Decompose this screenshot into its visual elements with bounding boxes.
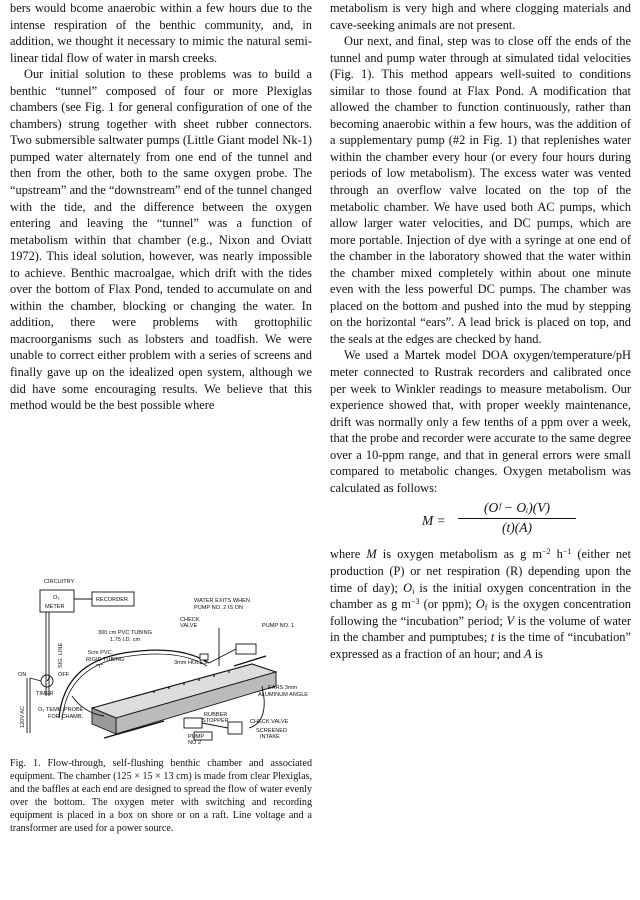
- label-pvc-rigid: 5cm PVC: [88, 650, 112, 656]
- figure-caption: [10, 757, 312, 836]
- var-a: A: [524, 646, 532, 661]
- equation-fraction: [458, 500, 576, 536]
- equation-lhs: M =: [422, 513, 446, 529]
- label-pvc-id: 1.75 I.D. cm: [110, 637, 141, 643]
- paragraph: bers would bcome anaerobic within a few hours due to the intense respiration of the benthic community, and, in addition, we thought it necessary to mimic the natural semi-linear tidal flow of water in marsh creeks.: [10, 1, 312, 65]
- equation-numerator: (Oᶠ − Oᵢ)(V): [458, 500, 576, 519]
- rubber-stopper: [184, 718, 202, 728]
- label-recorder: RECORDER: [96, 597, 129, 603]
- text: is the time of “incubation” expressed as a fraction of an hour; and: [330, 630, 631, 661]
- label-holes: 3mm HOLES: [174, 660, 207, 666]
- caption-text: Fig. 1. Flow-through, self-flushing benthic chamber and associated equipment. The chamber (125 × 15 × 13 cm) is made from clear Plexiglas, and the baffles at each end are designed to spread the flow of water evenly over the bottom. The oxygen meter with switching and recording equipment is placed in a box on shore or on a raft. Line voltage and a transformer are used for a power source.: [10, 758, 312, 835]
- label-pvc-tubing: 300 cm PVC TUBING: [98, 630, 152, 636]
- label-pump-no2-on: PUMP NO. 2 IS ON: [194, 605, 244, 611]
- label-stopper: STOPPER: [202, 718, 229, 724]
- label-rubber: RUBBER: [204, 712, 228, 718]
- label-off: OFF: [58, 672, 70, 678]
- text: (either net production (P) or net respiration (R) depending upon the time of day);: [330, 547, 631, 595]
- label-pvc-rigid-2: RIGID TUBING: [86, 657, 125, 663]
- label-water-exits: WATER EXITS WHEN: [194, 598, 250, 604]
- equation: [330, 496, 631, 546]
- text: is the oxygen concentration following the “incubation” period;: [330, 597, 631, 628]
- screened-intake: [228, 722, 242, 734]
- label-check: CHECK: [180, 617, 200, 623]
- label-check-valve: CHECK VALVE: [250, 719, 289, 725]
- var-m: M: [366, 547, 377, 562]
- label-on: ON: [18, 672, 27, 678]
- var-t: t: [490, 630, 495, 645]
- var-of: O: [475, 597, 485, 612]
- text: (or ppm);: [419, 597, 476, 612]
- exponent: −3: [411, 597, 420, 607]
- left-column: [10, 0, 312, 414]
- chamber-diagram: [4, 568, 314, 746]
- label-meter: METER: [45, 604, 65, 610]
- label-sig-line: SIG. LINE: [58, 642, 64, 668]
- label-pump: PUMP: [188, 734, 205, 740]
- var-oi: O: [403, 580, 413, 595]
- text: is: [531, 646, 543, 661]
- figure-diagram: [4, 568, 314, 746]
- label-pvc-t: "T": [96, 664, 104, 670]
- right-column: [330, 0, 631, 662]
- exponent: −1: [562, 547, 572, 557]
- exponent: −2: [542, 547, 551, 557]
- var-v: V: [506, 613, 515, 628]
- label-timer: TIMER: [36, 691, 54, 697]
- label-circuitry: CIRCUITRY: [44, 579, 75, 585]
- subscript: f: [484, 603, 488, 613]
- paragraph: [330, 546, 631, 662]
- label-o2: O₂: [53, 595, 60, 601]
- label-120v: 120V AC: [20, 705, 26, 728]
- text: is the initial oxygen concentration in the chamber as g m: [330, 580, 631, 612]
- pump-1: [236, 644, 256, 654]
- label-ears: EARS 3mm: [268, 685, 298, 691]
- label-screened: SCREENED: [256, 728, 288, 734]
- label-valve: VALVE: [180, 623, 198, 629]
- paragraph: metabolism is very high and where clogging materials and cave-seeking animals are not present.: [330, 1, 631, 32]
- text: is oxygen metabolism as g m: [376, 547, 542, 562]
- label-pump-no1: PUMP NO. 1: [262, 623, 295, 629]
- label-aluminum: ALUMINUM ANGLE: [258, 692, 309, 698]
- label-intake: INTAKE: [260, 734, 280, 740]
- subscript: i: [412, 586, 415, 596]
- text: h: [550, 547, 563, 562]
- equation-denominator: (t)(A): [502, 519, 532, 535]
- label-no2: NO 2: [188, 740, 202, 746]
- paragraph: Our next, and final, step was to close off the ends of the tunnel and pump water through at simulated tidal velocities (Fig. 1). This method appears well-suited to conditions similar to those found at Flax Pond. A modification that allowed the chamber to function continuously, rather than becoming anaerobic within a few hours, was the addition of a supplementary pump (#2 in Fig. 1) that replenishes water within the chamber every hour (or every four hours during periods of low metabolism). The excess water was vented through an overflow valve located on the top of the metabolic chamber. We have used both AC pumps, which allow larger water velocities, and DC pumps, which are more portable. Injection of dye with a syringe at one end of the chamber in the laboratory showed that the water within the chamber mixed completely within about one minute even with the less powerful DC pumps. The chamber was placed on the bottom and pushed into the mud by stepping on the horizontal “ears”. A lead brick is placed on top, and the seals at the edges are checked by hand.: [330, 34, 631, 346]
- paragraph: Our initial solution to these problems was to build a benthic “tunnel” composed of four or more Plexiglas chambers (see Fig. 1 for general configuration of one of the chambers) strung together with sheet rubber connectors. Two submersible saltwater pumps (Little Giant model Nk-1) pumped water alternately from one end of the tunnel and then from the other, both to the same oxygen probe. The “upstream” and the “downstream” end of the tunnel changed with the tide, and the difference between the oxygen entering and leaving the “tunnel” was a function of metabolism within that chamber (e.g., Nixon and Oviatt 1972). This ideal solution, however, was nearly impossible to achieve. Benthic macroalgae, which drift with the tides over the bottom of Flax Pond, tended to accumulate on and within the chamber, blocking or changing the water. In addition, there were problems with grottophilic macroorganisms such as lobsters and toadfish. We were unable to correct either problem with a series of screens and finally gave up on the idealized open system, although we did have some encouraging results. We believe that this method would be the best possible where: [10, 67, 312, 413]
- label-probe: O₂ TEMP. PROBE: [38, 707, 84, 713]
- text: where: [330, 547, 367, 562]
- label-probe-2: FOR CHAMB.: [48, 714, 84, 720]
- text: is the volume of water in the chamber and pumptubes;: [330, 613, 631, 645]
- paragraph: We used a Martek model DOA oxygen/temperature/pH meter connected to Rustrak recorders and calibrated once per week to Winkler readings to measure metabolism. Our experience showed that, with proper weekly maintenance, drift was normally only a few tenths of a ppm over a week, that the probe and recorder were accurate to the same degree over a 10-ppm range, and that in general errors were small compared to metabolic changes. Oxygen metabolism was calculated as follows:: [330, 348, 631, 495]
